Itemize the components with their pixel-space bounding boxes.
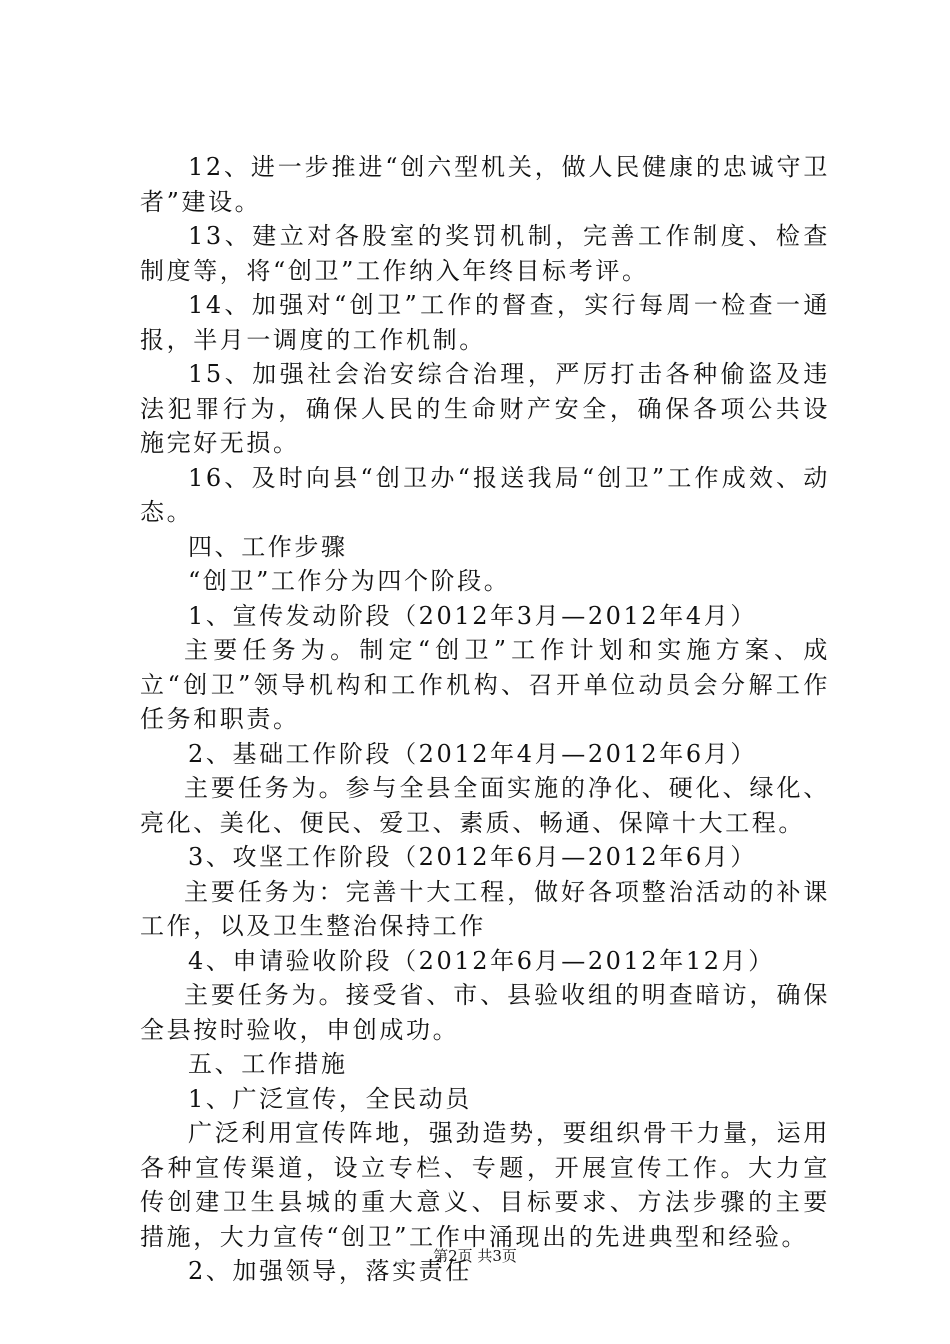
measure-1-heading: 1、广泛宣传，全民动员	[188, 1084, 472, 1113]
paragraph-item-13: 13、建立对各股室的奖罚机制，完善工作制度、检查制度等，将“创卫”工作纳入年终目标考评。	[140, 222, 830, 285]
paragraph-item-16: 16、及时向县“创卫办“报送我局“创卫”工作成效、动态。	[140, 463, 830, 526]
paragraph-item-15: 15、加强社会治安综合治理，严厉打击各种偷盗及违法犯罪行为，确保人民的生命财产安全，确保各项公共设施完好无损。	[140, 360, 830, 457]
stage-1-tasks: 主要任务为。制定“创卫”工作计划和实施方案、成立“创卫”领导机构和工作机构、召开单位动员会分解工作任务和职责。	[140, 636, 830, 733]
section-heading-work-steps: 四、工作步骤	[188, 532, 348, 561]
document-body	[140, 150, 830, 1289]
paragraph-item-14: 14、加强对“创卫”工作的督查，实行每周一检查一通报，半月一调度的工作机制。	[140, 291, 830, 354]
paragraph-four-stages: “创卫”工作分为四个阶段。	[188, 567, 511, 595]
stage-4-tasks: 主要任务为。接受省、市、县验收组的明查暗访，确保全县按时验收，申创成功。	[140, 981, 830, 1044]
section-heading-work-measures: 五、工作措施	[188, 1050, 348, 1078]
stage-3-heading: 3、攻坚工作阶段（2012年6月—2012年6月）	[188, 843, 757, 871]
measure-2-heading: 2、加强领导，落实责任	[188, 1257, 472, 1285]
stage-4-heading: 4、申请验收阶段（2012年6月—2012年12月）	[188, 946, 775, 975]
stage-2-heading: 2、基础工作阶段（2012年4月—2012年6月）	[188, 739, 757, 768]
stage-1-heading: 1、宣传发动阶段（2012年3月—2012年4月）	[188, 601, 757, 630]
measure-1-body: 广泛利用宣传阵地，强劲造势，要组织骨干力量，运用各种宣传渠道，设立专栏、专题，开展宣传工作。大力宣传创建卫生县城的重大意义、目标要求、方法步骤的主要措施，大力宣传“创卫”工作中涌现出的先进典型和经验。	[140, 1119, 830, 1251]
page-number-footer: 第2页 共3页	[433, 1247, 517, 1265]
stage-3-tasks: 主要任务为：完善十大工程，做好各项整治活动的补课工作，以及卫生整治保持工作	[140, 877, 830, 940]
stage-2-tasks: 主要任务为。参与全县全面实施的净化、硬化、绿化、亮化、美化、便民、爱卫、素质、畅通、保障十大工程。	[140, 774, 830, 837]
paragraph-item-12: 12、进一步推进“创六型机关，做人民健康的忠诚守卫者”建设。	[140, 153, 830, 216]
